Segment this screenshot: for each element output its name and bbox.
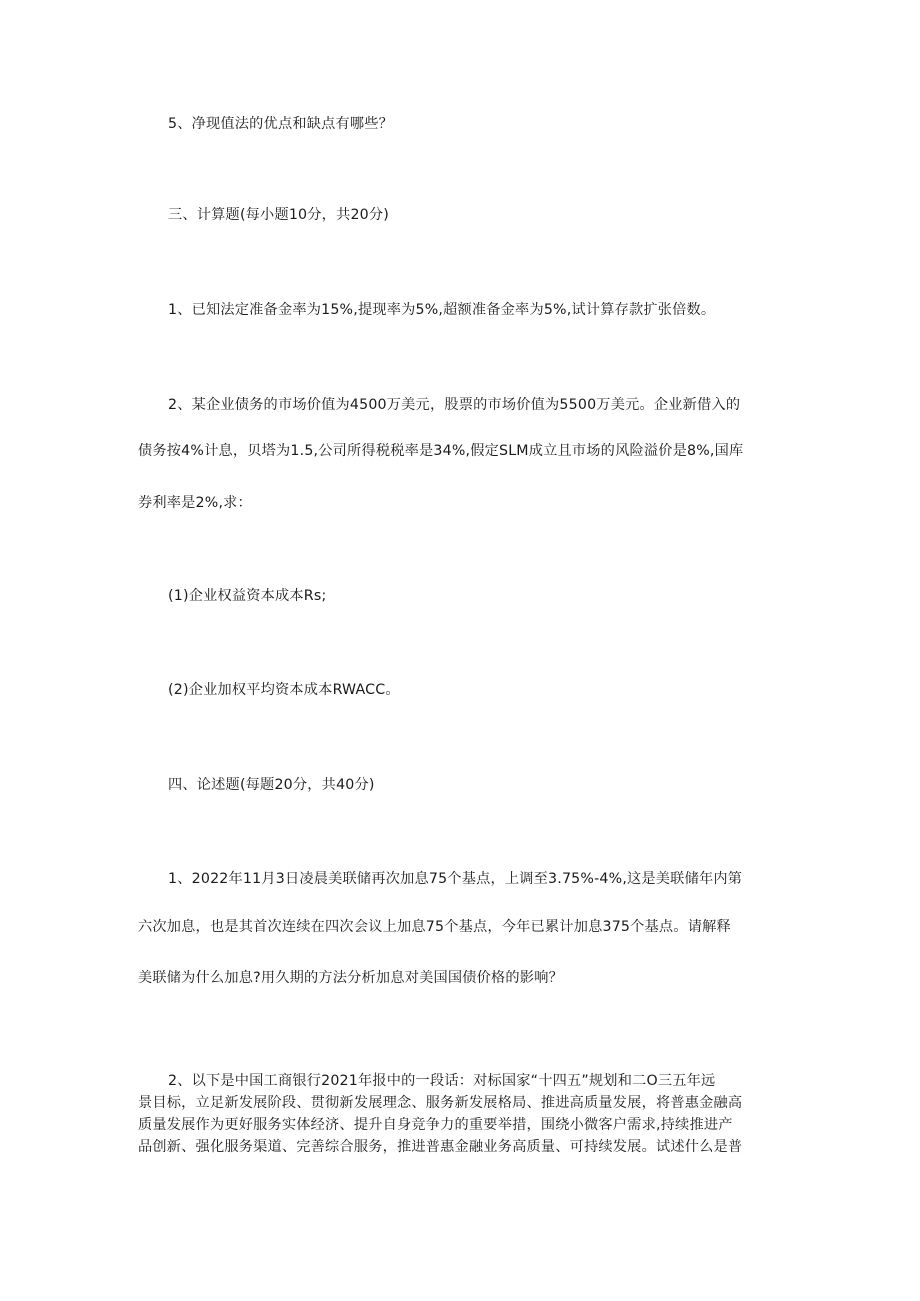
calc-question-1: 1、已知法定准备金率为15%,提现率为5%,超额准备金率为5%,试计算存款扩张倍数。 bbox=[168, 302, 716, 318]
essay-question-2-line-3: 质量发展作为更好服务实体经济、提升自身竞争力的重要举措，围绕小微客户需求,持续推进产 bbox=[138, 1117, 733, 1133]
calc-question-2-line-1: 2、某企业债务的市场价值为4500万美元，股票的市场价值为5500万美元。企业新借入的 bbox=[168, 397, 741, 413]
essay-question-1-line-3: 美联储为什么加息?用久期的方法分析加息对美国国债价格的影响？ bbox=[138, 970, 563, 986]
question-5-net-present-value: 5、净现值法的优点和缺点有哪些？ bbox=[168, 116, 394, 132]
essay-question-2-line-2: 景目标，立足新发展阶段、贯彻新发展理念、服务新发展格局、推进高质量发展，将普惠金融高 bbox=[138, 1095, 743, 1111]
section-3-heading: 三、计算题(每小题10分，共20分) bbox=[168, 207, 390, 223]
section-4-heading: 四、论述题(每题20分，共40分) bbox=[168, 777, 375, 793]
essay-question-2-line-4: 品创新、强化服务渠道、完善综合服务，推进普惠金融业务高质量、可持续发展。试述什么是普 bbox=[138, 1139, 743, 1155]
essay-question-1-line-2: 六次加息，也是其首次连续在四次会议上加息75个基点，今年已累计加息375个基点。请解释 bbox=[138, 919, 731, 935]
calc-question-2-part-1: (1)企业权益资本成本Rs; bbox=[168, 588, 327, 604]
calc-question-2-part-2: (2)企业加权平均资本成本RWACC。 bbox=[168, 682, 400, 698]
calc-question-2-line-3: 券利率是2%,求： bbox=[138, 495, 252, 511]
essay-question-2-line-1: 2、以下是中国工商银行2021年报中的一段话：对标国家“十四五”规划和二O三五年远 bbox=[168, 1073, 716, 1089]
calc-question-2-line-2: 债务按4%计息，贝塔为1.5,公司所得税税率是34%,假定SLM成立且市场的风险溢价是8%,国库 bbox=[138, 443, 744, 459]
essay-question-1-line-1: 1、2022年11月3日凌晨美联储再次加息75个基点，上调至3.75%-4%,这是美联储年内第 bbox=[168, 871, 743, 887]
